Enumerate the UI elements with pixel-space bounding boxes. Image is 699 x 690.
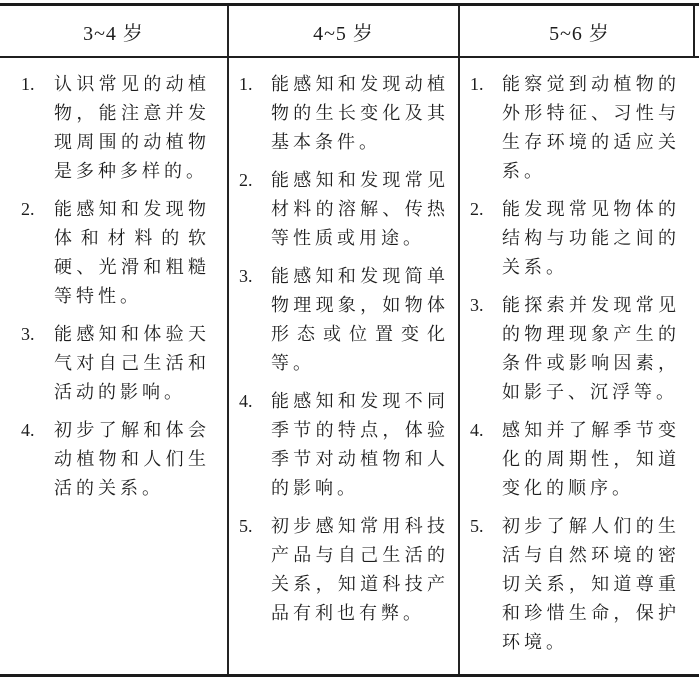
item-number: 5. [470,516,484,536]
goal-item [239,70,458,157]
age-milestones-table [0,3,699,677]
item-text: 能感知和发现不同季节的特点，体验季节对动植物和人的影响。 [271,391,449,498]
table-body-row [0,58,699,674]
item-text: 能发现常见物体的结构与功能之间的关系。 [502,199,680,277]
item-text: 能探索并发现常见的物理现象产生的条件或影响因素，如影子、沉浮等。 [502,295,680,402]
goal-item [21,320,227,407]
header-cell-age-5-6: 5~6 岁 [458,6,699,56]
item-number: 2. [470,199,484,219]
item-number: 4. [239,391,253,411]
goal-item [21,195,227,311]
item-number: 1. [21,74,35,94]
column-age-5-6 [458,58,699,674]
item-number: 2. [21,199,35,219]
item-number: 3. [470,295,484,315]
item-text: 能感知和体验天气对自己生活和活动的影响。 [54,324,210,402]
item-text: 认识常见的动植物，能注意并发现周围的动植物是多种多样的。 [54,74,210,181]
header-cell-age-3-4: 3~4 岁 [83,22,144,45]
goal-item [239,262,458,378]
column-age-3-4 [0,58,227,674]
header-cell-age-4-5: 4~5 岁 [227,6,458,56]
item-text: 能察觉到动植物的外形特征、习性与生存环境的适应关系。 [502,74,680,181]
goal-item [470,416,699,503]
goal-item [470,195,699,282]
goal-item [239,166,458,253]
item-text: 能感知和发现常见材料的溶解、传热等性质或用途。 [271,170,449,248]
item-number: 3. [21,324,35,344]
item-number: 3. [239,266,253,286]
header-right-border-line [693,3,695,58]
goal-item [239,512,458,628]
table-header-row [0,6,699,58]
item-number: 4. [470,420,484,440]
item-text: 能感知和发现物体和材料的软硬、光滑和粗糙等特性。 [54,199,210,306]
item-text: 感知并了解季节变化的周期性，知道变化的顺序。 [502,420,680,498]
item-number: 5. [239,516,253,536]
goal-item [470,70,699,186]
item-number: 2. [239,170,253,190]
goal-item [470,512,699,657]
goal-item [21,70,227,186]
item-number: 1. [470,74,484,94]
item-text: 初步了解和体会动植物和人们生活的关系。 [54,420,210,498]
item-text: 初步感知常用科技产品与自己生活的关系，知道科技产品有利也有弊。 [271,516,449,623]
goal-item [470,291,699,407]
item-number: 4. [21,420,35,440]
goal-item [239,387,458,503]
column-age-4-5 [227,58,458,674]
item-text: 能感知和发现简单物理现象，如物体形态或位置变化等。 [271,266,449,373]
item-text: 能感知和发现动植物的生长变化及其基本条件。 [271,74,449,152]
goal-item [21,416,227,503]
item-text: 初步了解人们的生活与自然环境的密切关系，知道尊重和珍惜生命，保护环境。 [502,516,680,652]
item-number: 1. [239,74,253,94]
